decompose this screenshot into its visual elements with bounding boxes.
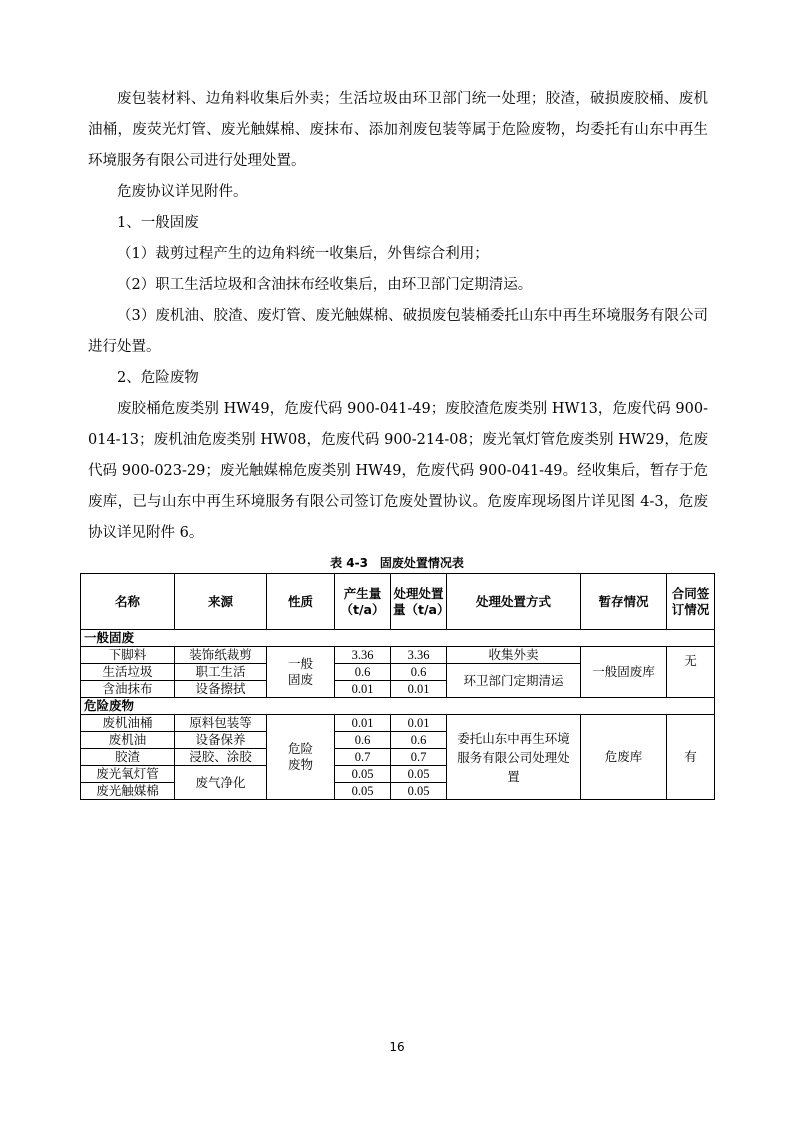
header-contract: 合同签订情况 xyxy=(667,574,715,630)
cell-name: 废机油桶 xyxy=(81,715,175,732)
cell-production: 0.01 xyxy=(335,681,391,698)
table-header-row xyxy=(81,574,715,630)
table-row xyxy=(81,647,715,664)
cell-source: 设备保养 xyxy=(175,732,267,749)
cell-disposal: 0.7 xyxy=(391,749,447,766)
cell-disposal: 3.36 xyxy=(391,647,447,664)
header-method: 处理处置方式 xyxy=(447,574,581,630)
header-nature: 性质 xyxy=(267,574,335,630)
header-production: 产生量（t/a） xyxy=(335,574,391,630)
cell-storage-general: 一般固废库 xyxy=(581,647,667,698)
paragraph-waste-summary: 废包装材料、边角料收集后外卖；生活垃圾由环卫部门统一处理；胶渣，破损废胶桶、废机油桶，废荧光灯管、废光触媒棉、废抹布、添加剂废包装等属于危险废物，均委托有山东中再生环境服务有限公司进行处理处置。 xyxy=(88,91,708,169)
cell-production: 0.6 xyxy=(335,732,391,749)
cell-name: 含油抹布 xyxy=(81,681,175,698)
section-row-hazardous xyxy=(81,698,715,715)
cell-nature-general: 一般固废 xyxy=(267,647,335,698)
cell-disposal: 0.01 xyxy=(391,681,447,698)
cell-name: 生活垃圾 xyxy=(81,664,175,681)
page-number: 16 xyxy=(389,1040,405,1054)
heading-general-waste: 1、一般固废 xyxy=(117,215,199,231)
cell-contract-hazardous: 有 xyxy=(667,715,715,800)
header-name: 名称 xyxy=(81,574,175,630)
cell-source: 职工生活 xyxy=(175,664,267,681)
cell-production: 0.6 xyxy=(335,664,391,681)
header-disposal-amount: 处理处置量（t/a） xyxy=(391,574,447,630)
cell-name: 下脚料 xyxy=(81,647,175,664)
cell-name: 废光触媒棉 xyxy=(81,783,175,800)
paragraph-general-1: （1）裁剪过程产生的边角料统一收集后，外售综合利用； xyxy=(117,246,489,262)
cell-method-sanitation: 环卫部门定期清运 xyxy=(447,664,581,698)
cell-source: 废气净化 xyxy=(175,766,267,800)
cell-name: 胶渣 xyxy=(81,749,175,766)
cell-source: 浸胶、涂胶 xyxy=(175,749,267,766)
paragraph-general-3: （3）废机油、胶渣、废灯管、废光触媒棉、破损废包装桶委托山东中再生环境服务有限公司进行处置。 xyxy=(88,308,708,355)
cell-production: 0.05 xyxy=(335,783,391,800)
cell-contract-general: 无 xyxy=(667,647,715,698)
paragraph-general-2: （2）职工生活垃圾和含油抹布经收集后，由环卫部门定期清运。 xyxy=(117,277,533,293)
cell-disposal: 0.05 xyxy=(391,766,447,783)
cell-name: 废光氧灯管 xyxy=(81,766,175,783)
waste-disposal-table xyxy=(80,573,715,800)
cell-name: 废机油 xyxy=(81,732,175,749)
header-storage: 暂存情况 xyxy=(581,574,667,630)
cell-source: 装饰纸裁剪 xyxy=(175,647,267,664)
header-source: 来源 xyxy=(175,574,267,630)
section-title-general: 一般固废 xyxy=(81,630,715,647)
cell-disposal: 0.05 xyxy=(391,783,447,800)
cell-production: 0.7 xyxy=(335,749,391,766)
cell-source: 原料包装等 xyxy=(175,715,267,732)
cell-production: 3.36 xyxy=(335,647,391,664)
cell-disposal: 0.01 xyxy=(391,715,447,732)
section-title-hazardous: 危险废物 xyxy=(81,698,715,715)
cell-storage-hazardous: 危废库 xyxy=(581,715,667,800)
paragraph-hazardous-codes: 废胶桶危废类别 HW49，危废代码 900-041-49；废胶渣危废类别 HW13，危废代码 900-014-13；废机油危废类别 HW08，危废代码 900-214-08；废光氧灯管危废类别 HW29，危废代码 900-023-29；废光触媒棉危废类别 HW49，危废代码 900-041-49。经收集后，暂存于危废库，已与山东中再生环境服务有限公司签订危废处置协议。危废库现场图片详见图 4-3，危废协议详见附件 6。 xyxy=(88,401,708,541)
table-caption: 表 4-3 固废处置情况表 xyxy=(330,556,464,570)
cell-method-sale: 收集外卖 xyxy=(447,647,581,664)
cell-production: 0.01 xyxy=(335,715,391,732)
paragraph-agreement-note: 危废协议详见附件。 xyxy=(117,184,248,200)
cell-production: 0.05 xyxy=(335,766,391,783)
cell-method-hazardous: 委托山东中再生环境服务有限公司处理处置 xyxy=(447,715,581,800)
cell-disposal: 0.6 xyxy=(391,664,447,681)
heading-hazardous-waste: 2、危险废物 xyxy=(117,370,199,386)
cell-disposal: 0.6 xyxy=(391,732,447,749)
cell-source: 设备擦拭 xyxy=(175,681,267,698)
cell-nature-hazardous: 危险废物 xyxy=(267,715,335,800)
section-row-general xyxy=(81,630,715,647)
table-row xyxy=(81,715,715,732)
body-text xyxy=(88,84,708,549)
